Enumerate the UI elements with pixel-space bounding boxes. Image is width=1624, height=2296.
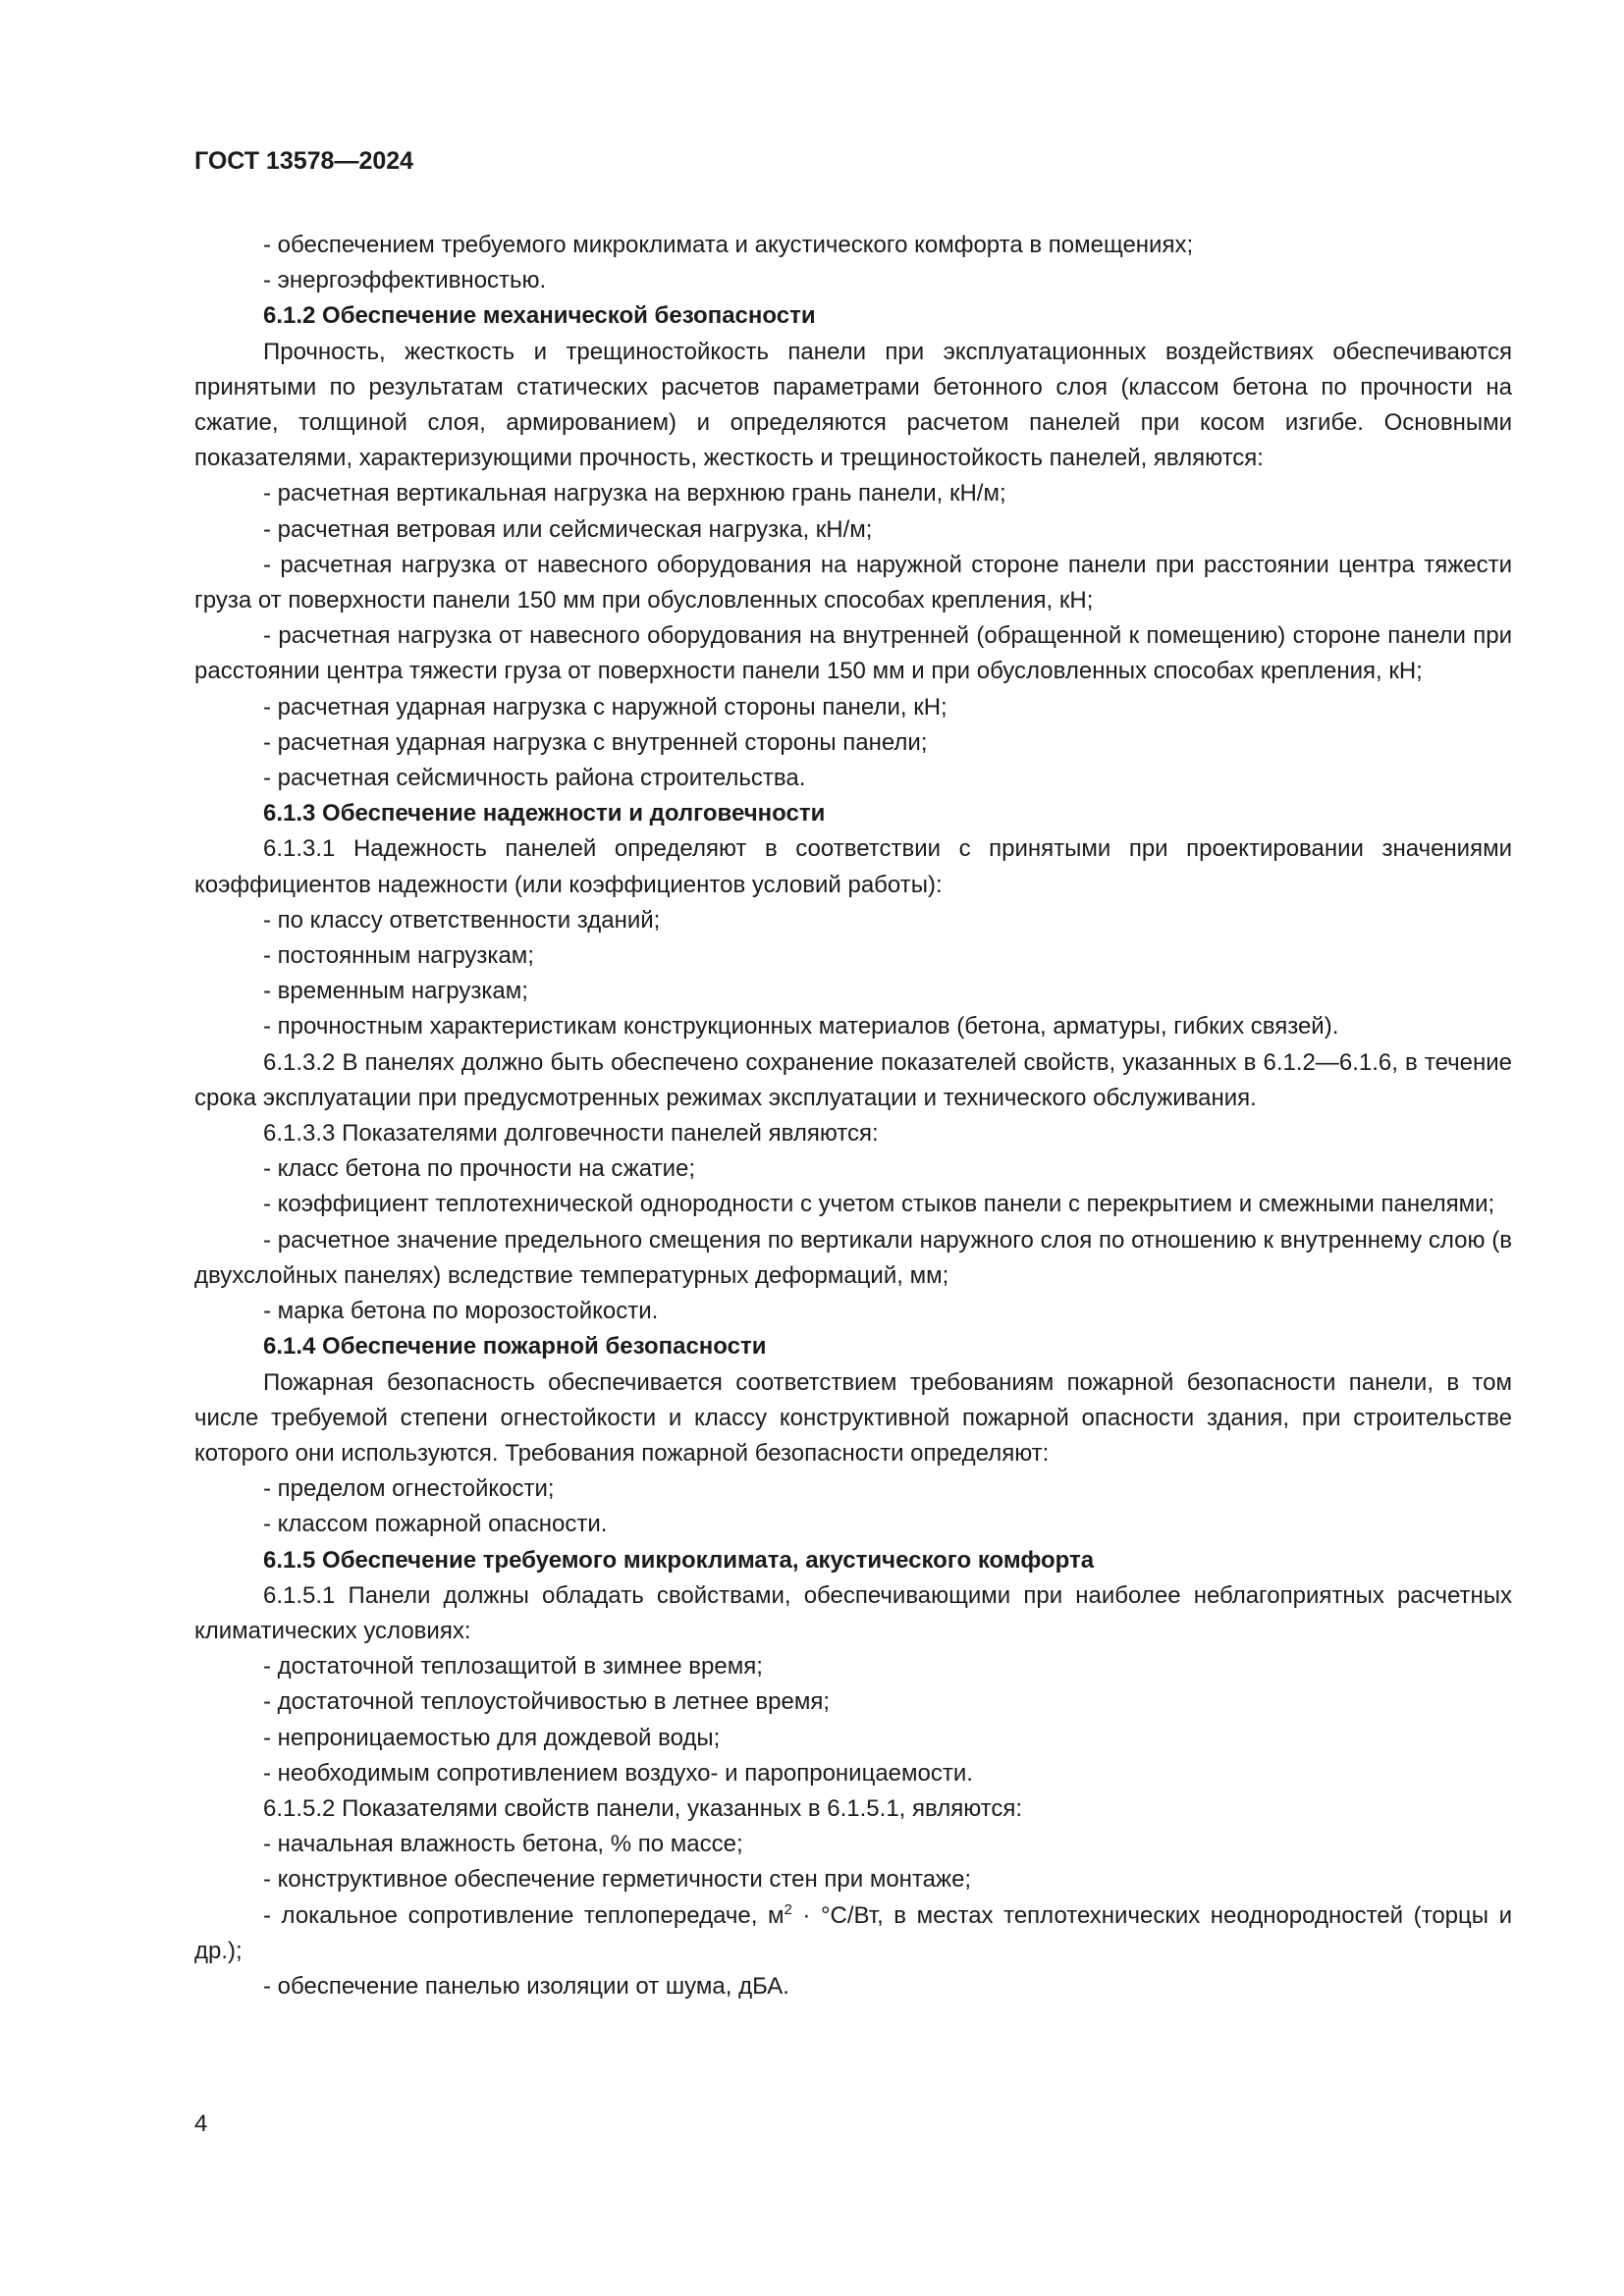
paragraph: - конструктивное обеспечение герметичности стен при монтаже; bbox=[263, 1866, 972, 1894]
section-heading: 6.1.3 Обеспечение надежности и долговечности bbox=[263, 800, 826, 828]
resistance-text-before: - локальное сопротивление теплопередаче, м bbox=[263, 1901, 785, 1929]
resistance-text-after: · °С/Вт, в местах теплотехнических неоднородностей (торцы и др.); bbox=[194, 1901, 1512, 1964]
paragraph: - расчетное значение предельного смещения по вертикали наружного слоя по отношению к внутреннему слою (в двухслойных панелях) вследствие температурных деформаций, мм; bbox=[194, 1226, 1512, 1289]
paragraph: - расчетная сейсмичность района строительства. bbox=[263, 765, 806, 792]
section-heading: 6.1.4 Обеспечение пожарной безопасности bbox=[263, 1333, 767, 1361]
text-lines bbox=[194, 228, 1512, 1898]
section-heading: 6.1.5 Обеспечение требуемого микроклимата, акустического комфорта bbox=[263, 1546, 1095, 1574]
resistance-superscript: 2 bbox=[784, 1900, 792, 1918]
paragraph: - классом пожарной опасности. bbox=[263, 1511, 608, 1538]
paragraph: - достаточной теплоустойчивостью в летнее время; bbox=[263, 1688, 830, 1716]
last-paragraph: - обеспечение панелью изоляции от шума, дБА. bbox=[263, 1972, 789, 2000]
paragraph: - непроницаемостью для дождевой воды; bbox=[263, 1724, 721, 1751]
paragraph: - пределом огнестойкости; bbox=[263, 1475, 555, 1503]
paragraph: - обеспечением требуемого микроклимата и акустического комфорта в помещениях; bbox=[263, 232, 1194, 258]
paragraph: - расчетная ударная нагрузка с внутренней стороны панели; bbox=[263, 728, 928, 756]
paragraph: - коэффициент теплотехнической однородности с учетом стыков панели с перекрытием и смежными панелями; bbox=[263, 1191, 1495, 1218]
paragraph: - расчетная вертикальная нагрузка на верхнюю грань панели, кН/м; bbox=[263, 480, 1006, 507]
document-header: ГОСТ 13578—2024 bbox=[194, 147, 414, 175]
paragraph: - прочностным характеристикам конструкционных материалов (бетона, арматуры, гибких связей). bbox=[263, 1013, 1339, 1041]
paragraph: 6.1.3.1 Надежность панелей определяют в соответствии с принятыми при проектировании значениями коэффициентов надежности (или коэффициентов условий работы): bbox=[194, 835, 1512, 898]
paragraph: - энергоэффективностью. bbox=[263, 267, 547, 294]
paragraph: - класс бетона по прочности на сжатие; bbox=[263, 1155, 695, 1183]
paragraph: 6.1.3.3 Показателями долговечности панелей являются: bbox=[263, 1120, 879, 1148]
paragraph: 6.1.5.1 Панели должны обладать свойствами, обеспечивающими при наиболее неблагоприятных расчетных климатических условиях: bbox=[194, 1581, 1512, 1644]
paragraph: - необходимым сопротивлением воздухо- и паропроницаемости. bbox=[263, 1759, 973, 1787]
paragraph: - расчетная ударная нагрузка с наружной стороны панели, кН; bbox=[263, 693, 947, 721]
paragraph: - временным нагрузкам; bbox=[263, 978, 528, 1005]
paragraph: - начальная влажность бетона, % по массе; bbox=[263, 1831, 743, 1858]
section-heading: 6.1.2 Обеспечение механической безопасности bbox=[263, 302, 816, 330]
paragraph: - расчетная ветровая или сейсмическая нагрузка, кН/м; bbox=[263, 515, 873, 543]
page-number: 4 bbox=[194, 2110, 208, 2137]
resistance-paragraph bbox=[194, 1898, 1512, 1969]
document-body bbox=[194, 228, 1512, 2004]
paragraph: 6.1.3.2 В панелях должно быть обеспечено сохранение показателей свойств, указанных в 6.1.2—6.1.6, в течение срока эксплуатации при предусмотренных режимах эксплуатации и технического обслуживания. bbox=[194, 1048, 1512, 1111]
paragraph: - расчетная нагрузка от навесного оборудования на наружной стороне панели при расстоянии центра тяжести груза от поверхности панели 150 мм при обусловленных способах крепления, кН; bbox=[194, 551, 1512, 614]
paragraph: Прочность, жесткость и трещиностойкость панели при эксплуатационных воздействиях обеспечиваются принятыми по результатам статических расчетов параметрами бетонного слоя (классом бетона по прочности на сжатие, толщиной слоя, армированием) и определяются расчетом панелей при косом изгибе. Основными показателями, характеризующими прочность, жесткость и трещиностойкость панелей, являются: bbox=[194, 338, 1512, 472]
paragraph: Пожарная безопасность обеспечивается соответствием требованиям пожарной безопасности панели, в том числе требуемой степени огнестойкости и классу конструктивной пожарной опасности здания, при строительстве которого они используются. Требования пожарной безопасности определяют: bbox=[194, 1368, 1512, 1467]
paragraph: - достаточной теплозащитой в зимнее время; bbox=[263, 1653, 763, 1681]
paragraph: - постоянным нагрузкам; bbox=[263, 942, 534, 970]
paragraph: - по классу ответственности зданий; bbox=[263, 906, 661, 934]
paragraph: - расчетная нагрузка от навесного оборудования на внутренней (обращенной к помещению) стороне панели при расстоянии центра тяжести груза от поверхности панели 150 мм и при обусловленных способах крепления, кН; bbox=[194, 622, 1512, 685]
paragraph: 6.1.5.2 Показателями свойств панели, указанных в 6.1.5.1, являются: bbox=[263, 1794, 1023, 1822]
paragraph: - марка бетона по морозостойкости. bbox=[263, 1298, 659, 1325]
